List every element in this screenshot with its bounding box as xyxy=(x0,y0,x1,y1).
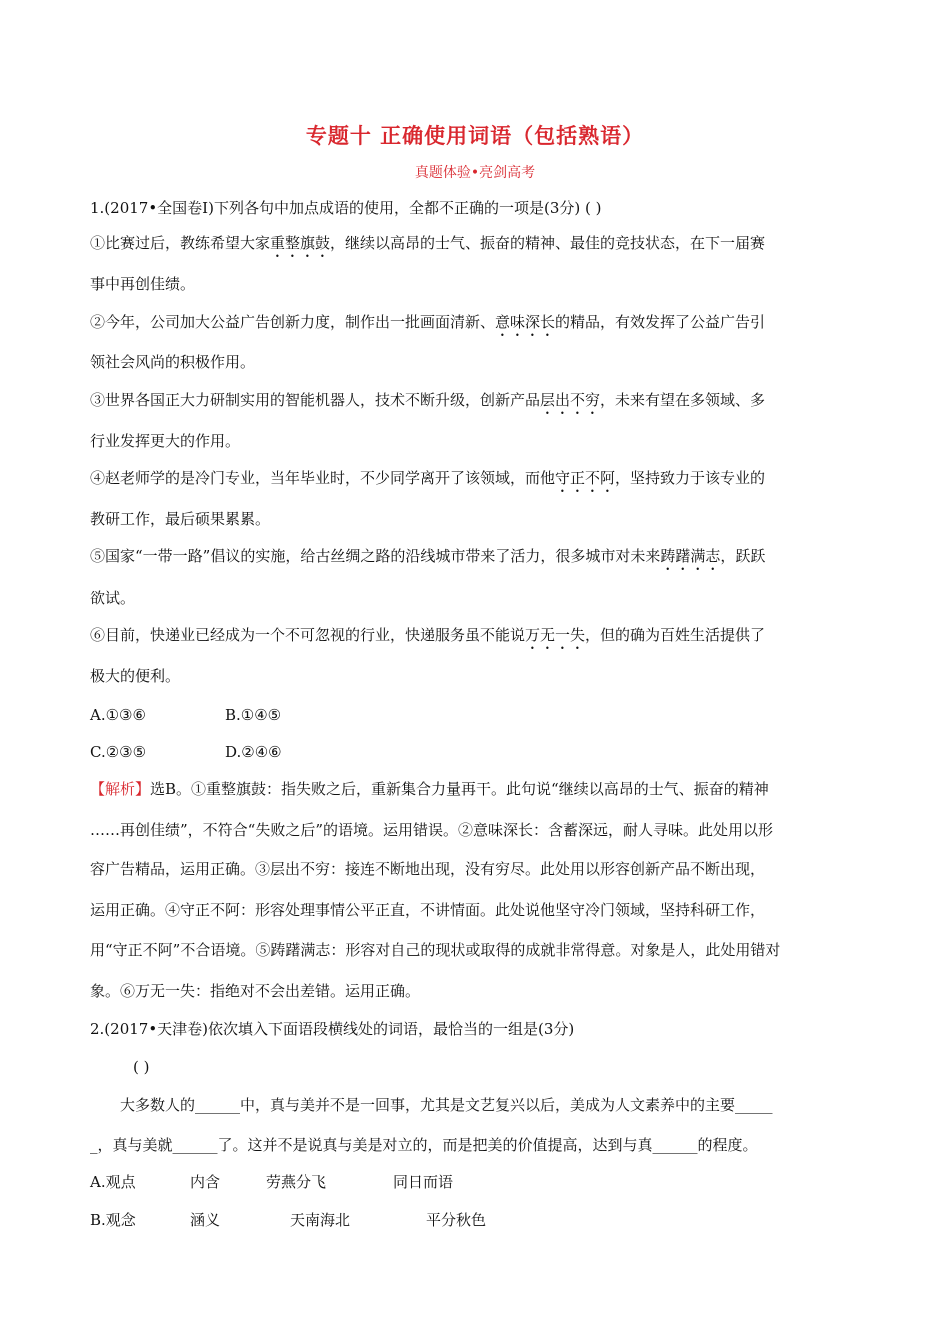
q1-sentence-2-cont: 领社会风尚的积极作用。 xyxy=(90,353,256,371)
q1-sentence-1-cont: 事中再创佳绩。 xyxy=(90,275,196,293)
option-a-word-3: 劳燕分飞 xyxy=(266,1173,327,1191)
q1-sentence-4-cont: 教研工作，最后硕果累累。 xyxy=(90,510,271,528)
option-a-word-2: 内含 xyxy=(190,1173,221,1191)
analysis-line-5: 用“守正不阿”不合语境。⑤踌躇满志：形容对自己的现状或取得的成就非常得意。对象是人，此处用错对 xyxy=(90,941,781,959)
text: 选B。①重整旗鼓：指失败之后，重新集合力量再干。此句说“继续以高昂的士气、振奋的精神 xyxy=(150,780,769,798)
option-c: C.②③⑤ xyxy=(90,743,147,761)
option-b-word-2: 涵义 xyxy=(190,1211,221,1229)
analysis-line-3: 容广告精品，运用正确。③层出不穷：接连不断地出现，没有穷尽。此处用以形容创新产品不断出现， xyxy=(90,860,766,878)
analysis-line-2: ……再创佳绩”，不符合“失败之后”的语境。运用错误。②意味深长：含蓄深远，耐人寻味。此处用以形 xyxy=(90,821,774,839)
option-a-word-1: A.观点 xyxy=(90,1173,136,1191)
dotted-idiom: 意味深长 xyxy=(495,313,556,331)
text: ④赵老师学的是冷门专业，当年毕业时，不少同学离开了该领域，而他 xyxy=(90,469,556,487)
q1-sentence-1 xyxy=(90,233,765,261)
dotted-idiom: 守正不阿 xyxy=(555,469,616,487)
q1-options-row-1 xyxy=(90,705,281,725)
q1-sentence-3 xyxy=(90,390,765,418)
q1-options-row-2 xyxy=(90,742,282,762)
text: ⑤国家“一带一路”倡议的实施，给古丝绸之路的沿线城市带来了活力，很多城市对未来 xyxy=(90,547,661,565)
q2-passage-line-1: 大多数人的______中，真与美并不是一回事，尤其是文艺复兴以后，美成为人文素养中的主要_____ xyxy=(120,1096,773,1114)
dotted-idiom: 层出不穷 xyxy=(540,391,601,409)
q1-sentence-5 xyxy=(90,546,765,574)
q1-sentence-4 xyxy=(90,468,765,496)
dotted-idiom: 万无一失 xyxy=(525,626,586,644)
option-d: D.②④⑥ xyxy=(225,743,282,761)
text: ，但的确为百姓生活提供了 xyxy=(585,626,766,644)
dotted-idiom: 踌躇满志 xyxy=(660,547,721,565)
page-title: 专题十 正确使用词语（包括熟语） xyxy=(305,123,645,148)
option-b: B.①④⑤ xyxy=(225,706,282,724)
page-subtitle: 真题体验•亮剑高考 xyxy=(414,165,536,181)
text: ①比赛过后，教练希望大家 xyxy=(90,234,271,252)
option-b-word-1: B.观念 xyxy=(90,1211,136,1229)
q1-sentence-3-cont: 行业发挥更大的作用。 xyxy=(90,432,241,450)
text: ，未来有望在多领域、多 xyxy=(600,391,766,409)
analysis-line-4: 运用正确。④守正不阿：形容处理事情公平正直，不讲情面。此处说他坚守冷门领域，坚持科研工作， xyxy=(90,901,766,919)
text: ⑥目前，快递业已经成为一个不可忽视的行业，快递服务虽不能说 xyxy=(90,626,526,644)
q2-answer-paren: ( ) xyxy=(133,1058,150,1076)
dotted-idiom: 重整旗鼓 xyxy=(270,234,331,252)
q2-option-a xyxy=(90,1172,453,1192)
analysis-line-1 xyxy=(90,779,769,799)
analysis-tag: 【解析】 xyxy=(90,780,151,798)
option-a-word-4: 同日而语 xyxy=(393,1173,454,1191)
q1-sentence-5-cont: 欲试。 xyxy=(90,589,136,607)
q1-sentence-6-cont: 极大的便利。 xyxy=(90,667,181,685)
q2-stem: 2.(2017•天津卷)依次填入下面语段横线处的词语，最恰当的一组是(3分) xyxy=(90,1020,575,1038)
text: ，继续以高昂的士气、振奋的精神、最佳的竞技状态，在下一届赛 xyxy=(330,234,766,252)
q1-sentence-6 xyxy=(90,625,765,653)
option-b-word-3: 天南海北 xyxy=(290,1211,351,1229)
q1-sentence-2 xyxy=(90,312,765,340)
text: ，跃跃 xyxy=(720,547,766,565)
q1-stem: 1.(2017•全国卷Ⅰ)下列各句中加点成语的使用，全都不正确的一项是(3分) ( ) xyxy=(90,199,602,217)
text: ③世界各国正大力研制实用的智能机器人，技术不断升级，创新产品 xyxy=(90,391,541,409)
text: 的精品，有效发挥了公益广告引 xyxy=(555,313,766,331)
text: ②今年，公司加大公益广告创新力度，制作出一批画面清新、 xyxy=(90,313,496,331)
option-a: A.①③⑥ xyxy=(90,706,146,724)
option-b-word-4: 平分秋色 xyxy=(426,1211,487,1229)
q2-option-b xyxy=(90,1210,486,1230)
text: ，坚持致力于该专业的 xyxy=(615,469,766,487)
q2-passage-line-2: _，真与美就______了。这并不是说真与美是对立的，而是把美的价值提高，达到与真______的程度。 xyxy=(90,1136,758,1154)
analysis-line-6: 象。⑥万无一失：指绝对不会出差错。运用正确。 xyxy=(90,982,421,1000)
